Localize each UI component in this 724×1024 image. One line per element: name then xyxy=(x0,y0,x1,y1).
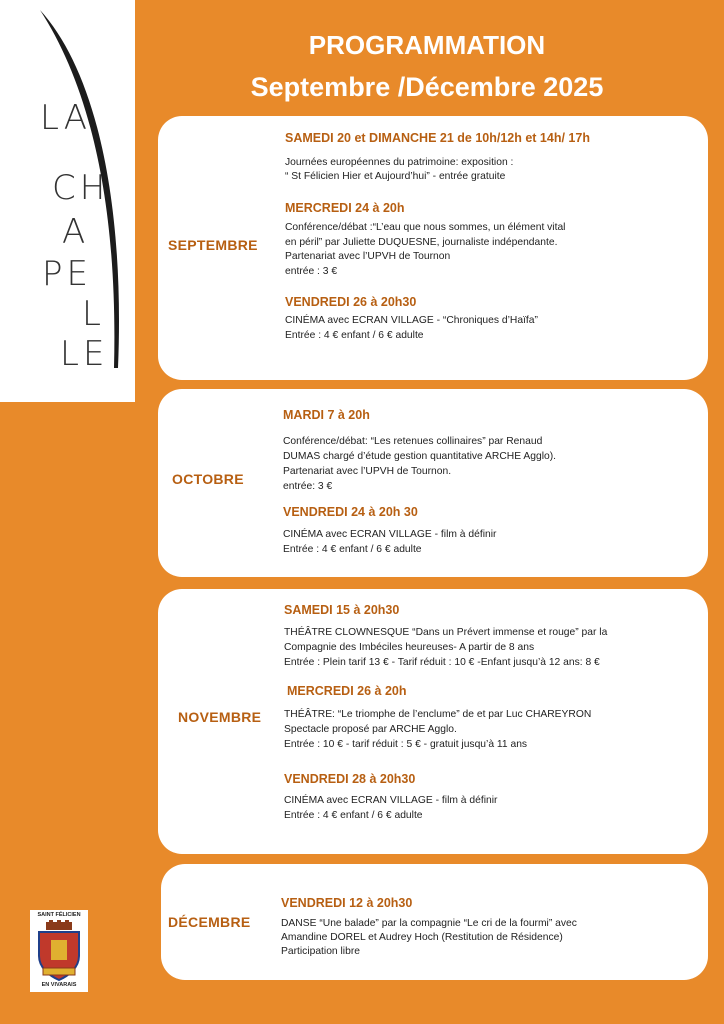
page-title: PROGRAMMATION xyxy=(308,30,546,60)
event-line: Entrée : 4 € enfant / 6 € adulte xyxy=(285,330,424,341)
event-line: en péril” par Juliette DUQUESNE, journaliste indépendante. xyxy=(285,237,558,248)
event-line: Entrée : 4 € enfant / 6 € adulte xyxy=(283,544,422,555)
logo-la-chapelle xyxy=(0,0,135,402)
event-line: CINÉMA avec ECRAN VILLAGE - “Chroniques d’Haïfa” xyxy=(285,315,538,326)
event-line: entrée : 3 € xyxy=(285,266,338,277)
event-line: CINÉMA avec ECRAN VILLAGE - film à définir xyxy=(283,529,497,540)
event-title: VENDREDI 24 à 20h 30 xyxy=(283,505,418,519)
event-line: Entrée : 10 € - tarif réduit : 5 € - gratuit jusqu’à 11 ans xyxy=(284,739,528,750)
event-line: “ St Félicien Hier et Aujourd’hui” - entrée gratuite xyxy=(285,171,506,182)
coat-of-arms-icon xyxy=(30,920,88,982)
event-title: VENDREDI 26 à 20h30 xyxy=(285,295,417,309)
page-subtitle: Septembre /Décembre 2025 xyxy=(250,72,604,102)
event-line: Spectacle proposé par ARCHE Agglo. xyxy=(284,724,457,735)
event-title: MERCREDI 26 à 20h xyxy=(287,684,407,698)
event-line: Participation libre xyxy=(281,946,360,957)
event-line: DANSE “Une balade” par la compagnie “Le cri de la fourmi” avec xyxy=(281,918,577,929)
logo-letters-2: CH xyxy=(52,168,110,208)
logo-letters-6: LE xyxy=(60,334,109,374)
event-line: Conférence/débat :“L’eau que nous sommes, un élément vital xyxy=(285,222,566,233)
crest-top-text: SAINT FÉLICIEN xyxy=(37,912,81,918)
event-title: SAMEDI 20 et DIMANCHE 21 de 10h/12h et 14h/ 17h xyxy=(285,131,590,145)
month-label: NOVEMBRE xyxy=(178,709,262,725)
event-title: MERCREDI 24 à 20h xyxy=(285,201,405,215)
crest-bottom-text: EN VIVARAIS xyxy=(41,982,77,988)
event-title: VENDREDI 28 à 20h30 xyxy=(284,772,416,786)
logo-letters-3: A xyxy=(62,212,90,252)
month-label: SEPTEMBRE xyxy=(168,237,258,253)
event-line: THÉÂTRE: “Le triomphe de l’enclume” de et par Luc CHAREYRON xyxy=(284,709,592,720)
event-line: Entrée : Plein tarif 13 € - Tarif réduit : 10 € -Enfant jusqu’à 12 ans: 8 € xyxy=(284,657,600,668)
event-line: Journées européennes du patrimoine: exposition : xyxy=(285,157,514,168)
event-title: MARDI 7 à 20h xyxy=(283,408,370,422)
event-line: THÉÂTRE CLOWNESQUE “Dans un Prévert immense et rouge” par la xyxy=(284,627,608,638)
event-line: Entrée : 4 € enfant / 6 € adulte xyxy=(284,810,423,821)
event-line: DUMAS chargé d’étude gestion quantitative ARCHE Agglo). xyxy=(283,451,557,462)
town-crest xyxy=(30,910,88,992)
event-line: Partenariat avec l’UPVH de Tournon. xyxy=(283,466,452,477)
logo-letters-4: PE xyxy=(42,254,92,294)
event-line: Conférence/débat: “Les retenues collinaires” par Renaud xyxy=(283,436,543,447)
event-line: CINÉMA avec ECRAN VILLAGE - film à définir xyxy=(284,795,498,806)
logo-letters-5: L xyxy=(82,294,105,334)
event-title: VENDREDI 12 à 20h30 xyxy=(281,896,413,910)
month-label: DÉCEMBRE xyxy=(168,914,251,930)
logo-letters-1: LA xyxy=(40,98,91,138)
month-label: OCTOBRE xyxy=(172,471,244,487)
event-line: Amandine DOREL et Audrey Hoch (Restitution de Résidence) xyxy=(281,932,563,943)
event-line: entrée: 3 € xyxy=(283,481,333,492)
event-line: Compagnie des Imbéciles heureuses- A partir de 8 ans xyxy=(284,642,535,653)
event-title: SAMEDI 15 à 20h30 xyxy=(284,603,400,617)
event-line: Partenariat avec l’UPVH de Tournon xyxy=(285,251,451,262)
